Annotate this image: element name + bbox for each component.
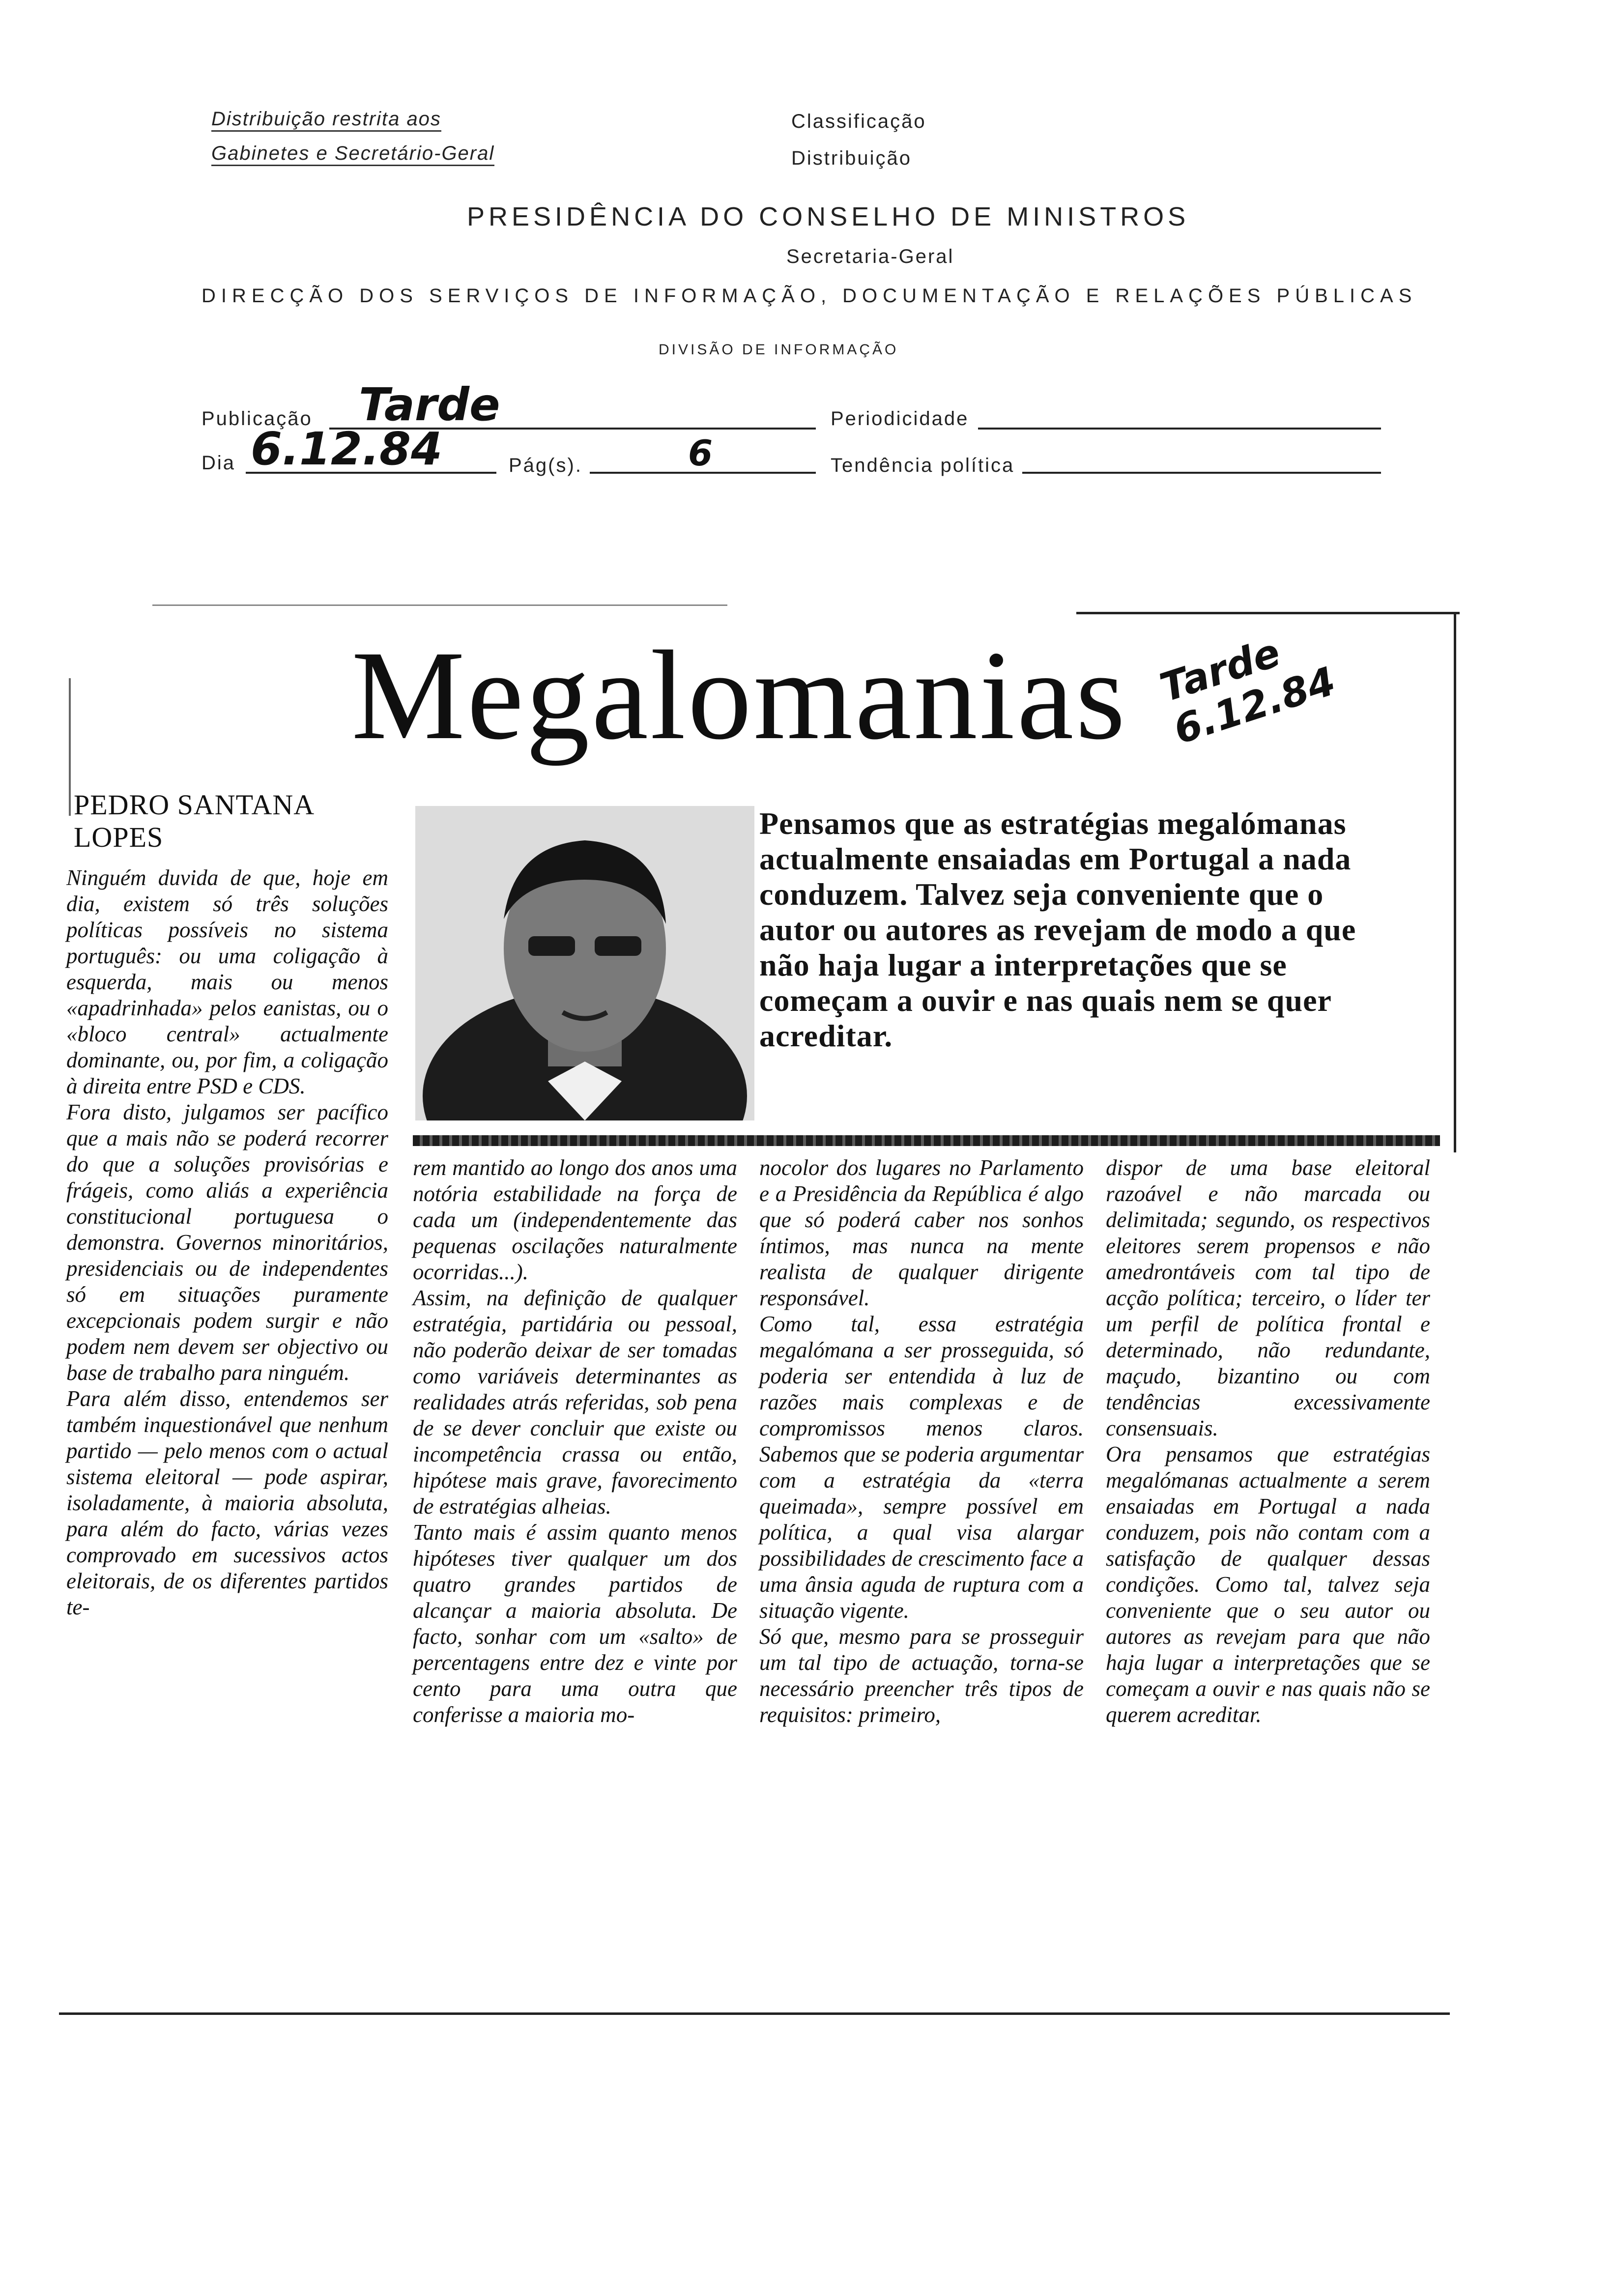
portrait-illustration [415, 806, 754, 1120]
presidency-heading: PRESIDÊNCIA DO CONSELHO DE MINISTROS [467, 202, 1190, 231]
tendency-field [1022, 442, 1381, 474]
division-heading: DIVISÃO DE INFORMAÇÃO [659, 342, 899, 358]
tendency-label: Tendência política [831, 455, 1015, 476]
article-lead: Pensamos que as estratégias megalómanas actualmente ensaiadas em Portugal a nada conduzem. Talvez seja conveniente que o autor ou autores as revejam de modo a que não haja lugar a interpretações que se começam a ouvir e nas quais nem se quer acreditar. [759, 806, 1356, 1053]
directorate-heading: DIRECÇÃO DOS SERVIÇOS DE INFORMAÇÃO, DOCUMENTAÇÃO E RELAÇÕES PÚBLICAS [202, 285, 1417, 307]
secretariat-heading: Secretaria-Geral [786, 246, 954, 267]
publication-handwritten-value: Tarde [359, 378, 500, 431]
clipping-bottom-rule [59, 2012, 1450, 2015]
author-photo [415, 806, 754, 1120]
pages-label: Pág(s). [509, 455, 582, 476]
day-handwritten-value: 6.12.84 [251, 423, 442, 475]
article-column-1: Ninguém duvida de que, hoje em dia, existem só três soluções políticas possíveis no sistema português: ou uma coligação à esquerda, mais ou menos «apadrinhada» pelos eanistas, ou o «bloco central» actualmente dominante, ou, por fim, a coligação à direita entre PSD e CDS. Fora disto, julgamos ser pacífico que a mais não se poderá recorrer do que a soluções provisórias e frágeis, como aliás a experiência constitucional portuguesa o demonstra. Governos minoritários, presidenciais ou de independentes só em situações puramente excepcionais podem surgir e não podem nem devem ser objectivo ou base de trabalho para ninguém. Para além disso, entendemos ser também inquestionável que nenhum partido — pelo menos com o actual sistema eleitoral — pode aspirar, isoladamente, à maioria absoluta, para além do facto, várias vezes comprovado em sucessivos actos eleitorais, de os diferentes partidos te- [66, 865, 388, 1619]
article-title: Megalomanias [351, 625, 1127, 766]
classification-label: Classificação [791, 111, 926, 132]
handwritten-annotation: Tarde 6.12.84 [1154, 629, 1341, 753]
day-label: Dia [202, 452, 236, 474]
clipping-right-rule [1454, 612, 1456, 1152]
pages-field [590, 432, 816, 474]
publication-label: Publicação [202, 408, 313, 430]
distribution-restriction-line1: Distribuição restrita aos [211, 108, 441, 132]
clipping-top-rule [152, 604, 727, 606]
periodicity-field [978, 398, 1381, 430]
clipping-left-rule [69, 678, 71, 816]
column-top-separator [413, 1135, 1440, 1146]
distribution-restriction-line2: Gabinetes e Secretário-Geral [211, 143, 494, 166]
day-field [246, 423, 496, 475]
pages-handwritten-value: 6 [688, 432, 713, 474]
distribution-label: Distribuição [791, 147, 912, 169]
author-byline: PEDRO SANTANA LOPES [74, 789, 313, 853]
article-column-3: nocolor dos lugares no Parlamento e a Presidência da República é algo que só poderá caber nos sonhos íntimos, mas nunca na mente realista de qualquer dirigente responsável. Como tal, essa estratégia megalómana a ser prosseguida, só poderia ser entendida à luz de razões mais complexas e de compromissos menos claros. Sabemos que se poderia argumentar com a estratégia da «terra queimada», sempre possível em política, a qual visa alargar possibilidades de crescimento face a uma ânsia aguda de ruptura com a situação vigente. Só que, mesmo para se prosseguir um tal tipo de actuação, torna-se necessário preencher três tipos de requisitos: primeiro, [759, 1155, 1084, 1727]
periodicity-label: Periodicidade [831, 408, 969, 430]
article-column-4: dispor de uma base eleitoral razoável e não marcada ou delimitada; segundo, os respectivos eleitores serem propensos e não amedrontáveis com tal tipo de acção política; terceiro, o líder ter um perfil de política frontal e determinado, não redundante, maçudo, bizantino ou com tendências excessivamente consensuais. Ora pensamos que estratégias megalómanas actualmente a serem ensaiadas em Portugal a nada conduzem, pois não contam com a satisfação de qualquer dessas condições. Como tal, talvez seja conveniente que o seu autor ou autores as revejam para que não haja lugar a interpretações que se começam a ouvir e nas quais não se querem acreditar. [1106, 1155, 1430, 1727]
article-column-2: rem mantido ao longo dos anos uma notória estabilidade na força de cada um (independentemente das pequenas oscilações naturalmente ocorridas...). Assim, na definição de qualquer estratégia, partidária ou pessoal, não poderão deixar de ser tomadas como variáveis determinantes as realidades atrás referidas, sob pena de se dever concluir que existe ou incompetência crassa ou então, hipótese mais grave, favorecimento de estratégias alheias. Tanto mais é assim quanto menos hipóteses tiver qualquer um dos quatro grandes partidos de alcançar a maioria absoluta. De facto, sonhar com um «salto» de percentagens entre dez e vinte por cento para uma outra que conferisse a maioria mo- [413, 1155, 737, 1727]
